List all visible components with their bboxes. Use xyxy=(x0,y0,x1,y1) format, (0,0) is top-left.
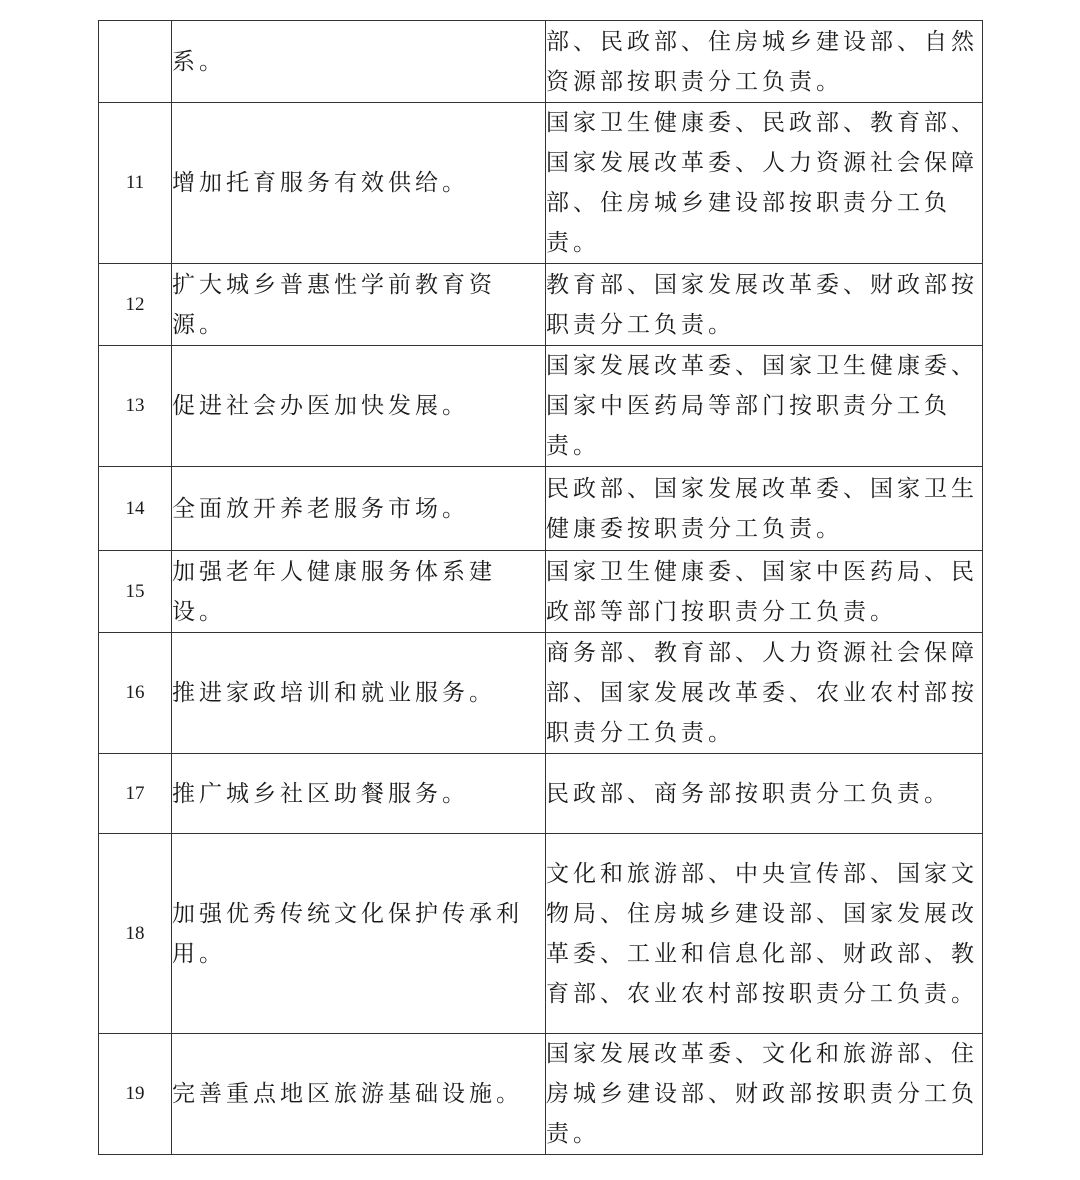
responsible-departments: 国家卫生健康委、国家中医药局、民政部等部门按职责分工负责。 xyxy=(546,551,983,633)
task-description: 系。 xyxy=(172,21,546,103)
task-description: 增加托育服务有效供给。 xyxy=(172,103,546,264)
row-number: 16 xyxy=(99,633,172,754)
table-row xyxy=(99,551,983,633)
responsible-departments: 国家发展改革委、国家卫生健康委、国家中医药局等部门按职责分工负责。 xyxy=(546,346,983,467)
table-row xyxy=(99,346,983,467)
task-description: 全面放开养老服务市场。 xyxy=(172,467,546,551)
row-number: 19 xyxy=(99,1034,172,1155)
task-description: 推进家政培训和就业服务。 xyxy=(172,633,546,754)
responsible-departments: 文化和旅游部、中央宣传部、国家文物局、住房城乡建设部、国家发展改革委、工业和信息化部、财政部、教育部、农业农村部按职责分工负责。 xyxy=(546,834,983,1034)
task-description: 扩大城乡普惠性学前教育资源。 xyxy=(172,264,546,346)
responsible-departments: 商务部、教育部、人力资源社会保障部、国家发展改革委、农业农村部按职责分工负责。 xyxy=(546,633,983,754)
row-number: 14 xyxy=(99,467,172,551)
row-number: 13 xyxy=(99,346,172,467)
table-row xyxy=(99,1034,983,1155)
row-number xyxy=(99,21,172,103)
table-row xyxy=(99,467,983,551)
responsible-departments: 部、民政部、住房城乡建设部、自然资源部按职责分工负责。 xyxy=(546,21,983,103)
table-row xyxy=(99,633,983,754)
responsible-departments: 国家卫生健康委、民政部、教育部、国家发展改革委、人力资源社会保障部、住房城乡建设部按职责分工负责。 xyxy=(546,103,983,264)
policy-task-table xyxy=(98,20,983,1155)
task-description: 加强老年人健康服务体系建设。 xyxy=(172,551,546,633)
table-row xyxy=(99,21,983,103)
responsible-departments: 国家发展改革委、文化和旅游部、住房城乡建设部、财政部按职责分工负责。 xyxy=(546,1034,983,1155)
row-number: 18 xyxy=(99,834,172,1034)
row-number: 12 xyxy=(99,264,172,346)
task-description: 加强优秀传统文化保护传承利用。 xyxy=(172,834,546,1034)
task-description: 推广城乡社区助餐服务。 xyxy=(172,754,546,834)
row-number: 17 xyxy=(99,754,172,834)
responsible-departments: 教育部、国家发展改革委、财政部按职责分工负责。 xyxy=(546,264,983,346)
row-number: 11 xyxy=(99,103,172,264)
responsible-departments: 民政部、商务部按职责分工负责。 xyxy=(546,754,983,834)
table-row xyxy=(99,264,983,346)
responsible-departments: 民政部、国家发展改革委、国家卫生健康委按职责分工负责。 xyxy=(546,467,983,551)
table-row xyxy=(99,834,983,1034)
task-description: 完善重点地区旅游基础设施。 xyxy=(172,1034,546,1155)
task-description: 促进社会办医加快发展。 xyxy=(172,346,546,467)
table-row xyxy=(99,103,983,264)
table-row xyxy=(99,754,983,834)
row-number: 15 xyxy=(99,551,172,633)
